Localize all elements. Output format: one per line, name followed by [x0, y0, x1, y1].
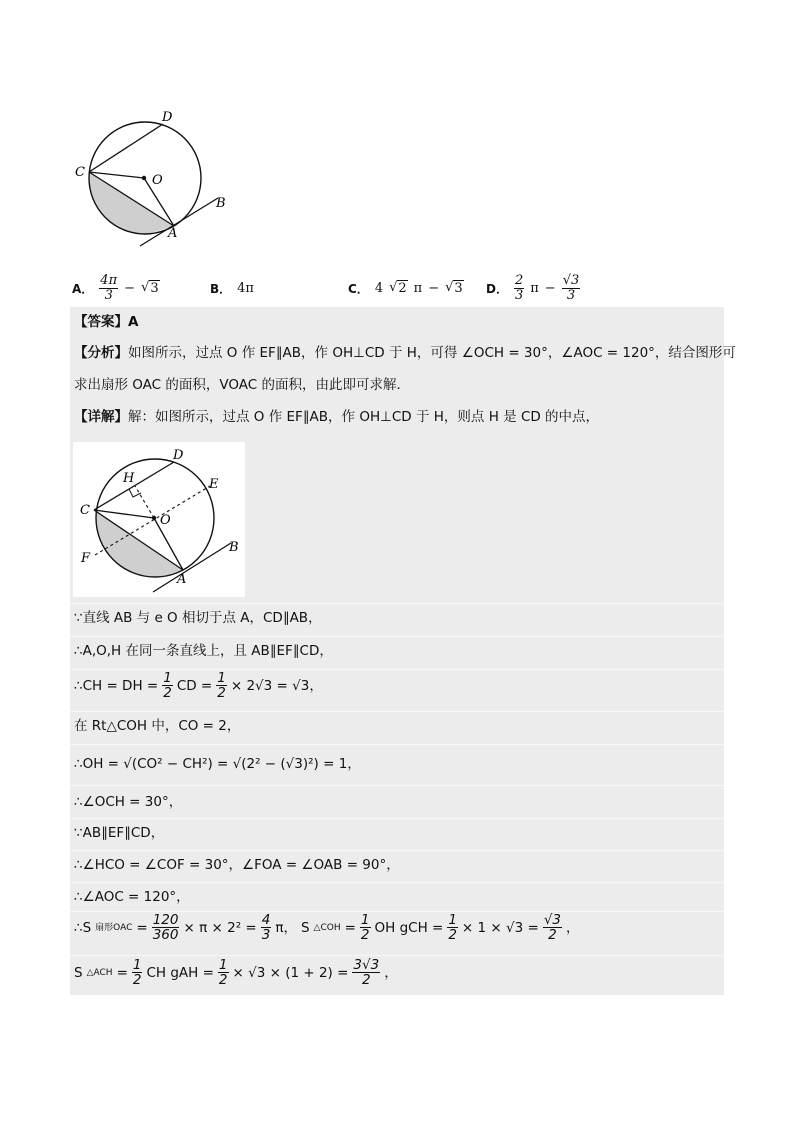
- option-d-minus: −: [544, 280, 556, 296]
- step-3: [74, 671, 323, 700]
- option-c-label: C．: [348, 281, 369, 296]
- dashed-EF: [95, 486, 210, 555]
- step-1: [74, 607, 322, 629]
- step-3-a: ∴CH = DH =: [74, 677, 159, 694]
- figure-circle-tangent: [70, 106, 240, 256]
- dashed-OH: [135, 486, 154, 518]
- half-num: 1: [217, 670, 226, 686]
- option-d-den: 3: [514, 287, 524, 303]
- step-11-sub: △ACH: [86, 967, 113, 978]
- separator: [70, 744, 724, 745]
- step-3-b: CD =: [176, 677, 213, 694]
- option-d-root-fraction: [562, 274, 581, 302]
- answer-options: [72, 268, 732, 308]
- step-8: [74, 854, 400, 876]
- step-10-sub2: △COH: [313, 922, 341, 933]
- label-H: H: [123, 471, 135, 486]
- step-8-text: ∴∠HCO = ∠COF = 30°，∠FOA = ∠OAB = 90°，: [74, 857, 400, 873]
- half-num: 1: [163, 670, 172, 686]
- label-C-2: C: [80, 503, 90, 518]
- answer-value: A: [128, 314, 139, 330]
- step-7-text: ∵AB∥EF∥CD，: [74, 825, 165, 841]
- step-1-text: ∵直线 AB 与 e O 相切于点 A，CD∥AB，: [74, 610, 322, 626]
- label-C: C: [75, 165, 85, 180]
- step-11-half: [132, 958, 143, 987]
- option-a-fraction: [99, 274, 118, 302]
- answer-prefix: 【答案】: [74, 314, 128, 330]
- option-d-pi: π: [530, 280, 539, 296]
- analysis-line-2: [74, 374, 410, 396]
- f43-num: 4: [261, 912, 271, 928]
- analysis-prefix: 【分析】: [74, 345, 128, 361]
- step-5: [74, 753, 361, 775]
- step-11-half-2: [218, 958, 229, 987]
- step-10-g: OH gCH =: [374, 919, 444, 936]
- step-5-text: ∴OH = √(CO² − CH²) = √(2² − (√3)²) = 1，: [74, 756, 361, 772]
- step-10-sub: 扇形OAC: [95, 922, 133, 933]
- analysis-line-1: [74, 342, 736, 364]
- separator: [70, 636, 724, 637]
- step-4-text: 在 Rt△COH 中，CO = 2，: [74, 718, 241, 734]
- half-den: 2: [360, 927, 370, 944]
- option-d[interactable]: [486, 268, 580, 308]
- separator: [70, 882, 724, 883]
- half-den: 2: [132, 972, 142, 989]
- option-c-pi: π: [413, 280, 423, 296]
- step-10-frac-120: [152, 913, 180, 942]
- label-D: D: [162, 110, 173, 125]
- option-c-sqrt2: √ 3: [445, 280, 463, 296]
- label-O-2: O: [160, 513, 171, 528]
- step-10-frac-43: [261, 913, 272, 942]
- step-10-s2: S: [300, 919, 310, 936]
- half-den: 2: [448, 927, 457, 944]
- answer-line: [74, 311, 138, 333]
- step-10-eq2: =: [344, 919, 356, 936]
- r332-den: 2: [362, 972, 371, 989]
- option-c-rad2: 3: [454, 281, 463, 296]
- option-d-rnum-wrap: √3: [562, 272, 580, 288]
- half-num: 1: [360, 912, 370, 928]
- step-3-half-2: [216, 671, 227, 700]
- option-c[interactable]: [348, 268, 464, 308]
- half-den: 2: [218, 972, 228, 989]
- option-a[interactable]: [72, 268, 160, 308]
- separator: [70, 603, 724, 604]
- option-d-num: 2: [514, 272, 524, 288]
- half-num: 1: [218, 957, 228, 973]
- label-A: A: [168, 226, 178, 241]
- detail-prefix: 【详解】: [74, 409, 128, 425]
- step-11: [74, 958, 398, 987]
- f120-num: 120: [152, 912, 179, 928]
- separator: [70, 785, 724, 786]
- f43-den: 3: [261, 927, 271, 944]
- step-11-d: × √3 × (1 + 2) =: [232, 964, 349, 981]
- center-point-2: [152, 516, 156, 520]
- option-d-rnum: 3: [571, 272, 580, 288]
- step-3-half: [162, 671, 173, 700]
- r32-num: √3: [543, 912, 562, 928]
- half-num: 1: [132, 957, 142, 973]
- option-b-value: 4π: [237, 280, 254, 296]
- step-10-i: ，: [566, 919, 580, 936]
- step-10-d: π，: [275, 919, 297, 936]
- step-10: [74, 913, 580, 942]
- step-11-r332: [352, 958, 380, 987]
- label-O: O: [152, 173, 163, 188]
- r332-num: 3√3: [353, 957, 380, 973]
- separator: [70, 818, 724, 819]
- step-11-s: S: [74, 964, 83, 981]
- step-10-eq: =: [136, 919, 148, 936]
- separator: [70, 850, 724, 851]
- option-c-sqrt: √ 2: [389, 280, 407, 296]
- step-10-r32: [543, 913, 562, 942]
- figure-circle-construction: [73, 442, 245, 597]
- option-a-rad: 3: [150, 281, 159, 296]
- detail-text-1: 解：如图所示，过点 O 作 EF∥AB，作 OH⊥CD 于 H，则点 H 是 CD 的中点，: [128, 409, 600, 425]
- step-3-c: × 2√3 = √3，: [230, 677, 323, 694]
- step-9-text: ∴∠AOC = 120°，: [74, 889, 190, 905]
- half-den: 2: [217, 685, 226, 702]
- half-num: 1: [448, 912, 457, 928]
- step-2-text: ∴A,O,H 在同一条直线上，且 AB∥EF∥CD，: [74, 643, 333, 659]
- step-6-text: ∴∠OCH = 30°，: [74, 794, 183, 810]
- option-a-den: 3: [104, 287, 113, 303]
- step-2: [74, 640, 333, 662]
- option-b-label: B．: [210, 281, 232, 296]
- option-c-minus: −: [428, 280, 440, 296]
- r32-den: 2: [548, 927, 557, 944]
- step-7: [74, 822, 164, 844]
- label-B: B: [216, 196, 226, 211]
- step-6: [74, 791, 182, 813]
- step-10-h: × 1 × √3 =: [461, 919, 539, 936]
- solution-panel: [70, 307, 736, 995]
- option-c-coef: 4: [374, 280, 384, 296]
- step-11-e: ，: [384, 964, 398, 981]
- chord-CD: [89, 124, 163, 172]
- option-a-minus: −: [124, 280, 136, 296]
- label-F: F: [81, 551, 91, 566]
- separator: [70, 955, 724, 956]
- step-10-half: [360, 913, 371, 942]
- option-a-sqrt: √ 3: [141, 280, 159, 296]
- option-d-fraction: [514, 274, 524, 302]
- label-A-2: A: [177, 572, 187, 587]
- center-point: [142, 176, 146, 180]
- step-11-c: CH gAH =: [146, 964, 214, 981]
- analysis-text-1: 如图所示，过点 O 作 EF∥AB，作 OH⊥CD 于 H，可得 ∠OCH = 30°，∠AOC = 120°，结合图形可: [128, 345, 736, 361]
- option-a-num: 4π: [100, 272, 118, 288]
- option-d-rden: 3: [566, 287, 576, 303]
- option-a-label: A．: [72, 281, 94, 296]
- label-B-2: B: [229, 540, 239, 555]
- step-4: [74, 715, 240, 737]
- step-10-c: × π × 2² =: [183, 919, 257, 936]
- detail-line-1: [74, 406, 599, 428]
- analysis-text-2: 求出扇形 OAC 的面积，VOAC 的面积，由此即可求解．: [74, 377, 410, 393]
- option-c-rad: 2: [398, 281, 407, 296]
- half-den: 2: [163, 685, 172, 702]
- step-10-s: ∴S: [74, 919, 92, 936]
- label-D-2: D: [173, 448, 184, 463]
- step-11-eq: =: [116, 964, 128, 981]
- separator: [70, 711, 724, 712]
- f120-den: 360: [152, 927, 179, 944]
- right-angle-mark: [129, 489, 141, 497]
- option-d-label: D．: [486, 281, 508, 296]
- label-E: E: [209, 477, 219, 492]
- step-9: [74, 886, 190, 908]
- step-10-half-2: [447, 913, 458, 942]
- option-b[interactable]: [210, 268, 254, 308]
